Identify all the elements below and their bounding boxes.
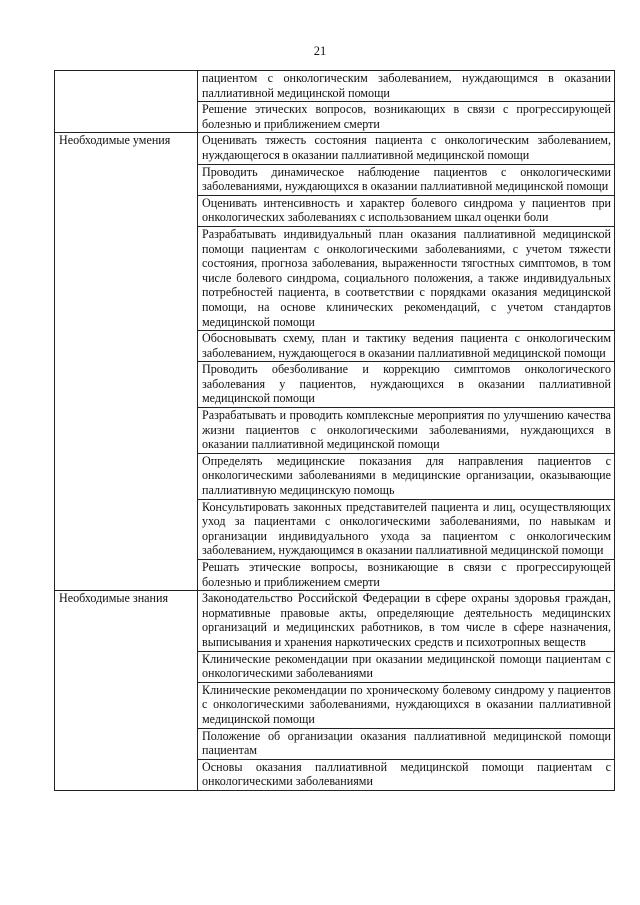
table-row <box>55 133 615 164</box>
requirement-text: Основы оказания паллиативной медицинской помощи пациентам с онкологическими заболеваниями <box>198 759 615 790</box>
section-label: Необходимые умения <box>55 133 198 591</box>
requirement-text: Законодательство Российской Федерации в сфере охраны здоровья граждан, нормативные правовые акты, определяющие деятельность медицинских организаций и медицинских работников, в том числе в сфере назначения, выписывания и хранения наркотических средств и психотропных веществ <box>198 591 615 651</box>
section-label: Необходимые знания <box>55 591 198 791</box>
requirement-text: Клинические рекомендации по хроническому болевому синдрому у пациентов с онкологическими заболеваниями, нуждающихся в оказании паллиативной медицинской помощи <box>198 682 615 728</box>
table-row <box>55 591 615 651</box>
table-row <box>55 71 615 102</box>
page-number: 21 <box>313 44 327 58</box>
requirement-text: Консультировать законных представителей пациента и лиц, осуществляющих уход за пациентами с онкологическими заболеваниями, по навыкам и организации индивидуального ухода за пациентом с онкологическим заболеванием, нуждающимся в оказании паллиативной медицинской помощи <box>198 499 615 559</box>
section-label <box>55 71 198 133</box>
requirement-text: Обосновывать схему, план и тактику ведения пациента с онкологическим заболеванием, нуждающегося в оказании паллиативной медицинской помощи <box>198 331 615 362</box>
requirement-text: Определять медицинские показания для направления пациентов с онкологическими заболеваниями в медицинские организации, оказывающие паллиативную медицинскую помощь <box>198 453 615 499</box>
requirement-text: Решение этических вопросов, возникающих в связи с прогрессирующей болезнью и приближением смерти <box>198 102 615 133</box>
requirements-table-body <box>55 71 615 791</box>
requirement-text: Решать этические вопросы, возникающие в связи с прогрессирующей болезнью и приближением смерти <box>198 560 615 591</box>
requirements-table <box>54 70 615 791</box>
requirement-text: Оценивать интенсивность и характер болевого синдрома у пациентов при онкологических заболеваниях с использованием шкал оценки боли <box>198 195 615 226</box>
requirement-text: Оценивать тяжесть состояния пациента с онкологическим заболеванием, нуждающегося в оказании паллиативной медицинской помощи <box>198 133 615 164</box>
requirement-text: Разрабатывать и проводить комплексные мероприятия по улучшению качества жизни пациентов с онкологическими заболеваниями, нуждающихся в оказании паллиативной медицинской помощи <box>198 408 615 454</box>
requirement-text: Разрабатывать индивидуальный план оказания паллиативной медицинской помощи пациентам с онкологическими заболеваниями, с учетом тяжести состояния, прогноза заболевания, выраженности тягостных симптомов, в том числе болевого синдрома, социального положения, а также индивидуальных потребностей пациента, в соответствии с порядками оказания медицинской помощи, на основе клинических рекомендаций, с учетом стандартов медицинской помощи <box>198 226 615 330</box>
requirement-text: Проводить динамическое наблюдение пациентов с онкологическими заболеваниями, нуждающихся в оказании паллиативной медицинской помощи <box>198 164 615 195</box>
requirement-text: пациентом с онкологическим заболеванием, нуждающимся в оказании паллиативной медицинской помощи <box>198 71 615 102</box>
requirement-text: Положение об организации оказания паллиативной медицинской помощи пациентам <box>198 728 615 759</box>
requirement-text: Проводить обезболивание и коррекцию симптомов онкологического заболевания у пациентов, нуждающихся в оказании паллиативной медицинской помощи <box>198 362 615 408</box>
requirement-text: Клинические рекомендации при оказании медицинской помощи пациентам с онкологическими заболеваниями <box>198 651 615 682</box>
